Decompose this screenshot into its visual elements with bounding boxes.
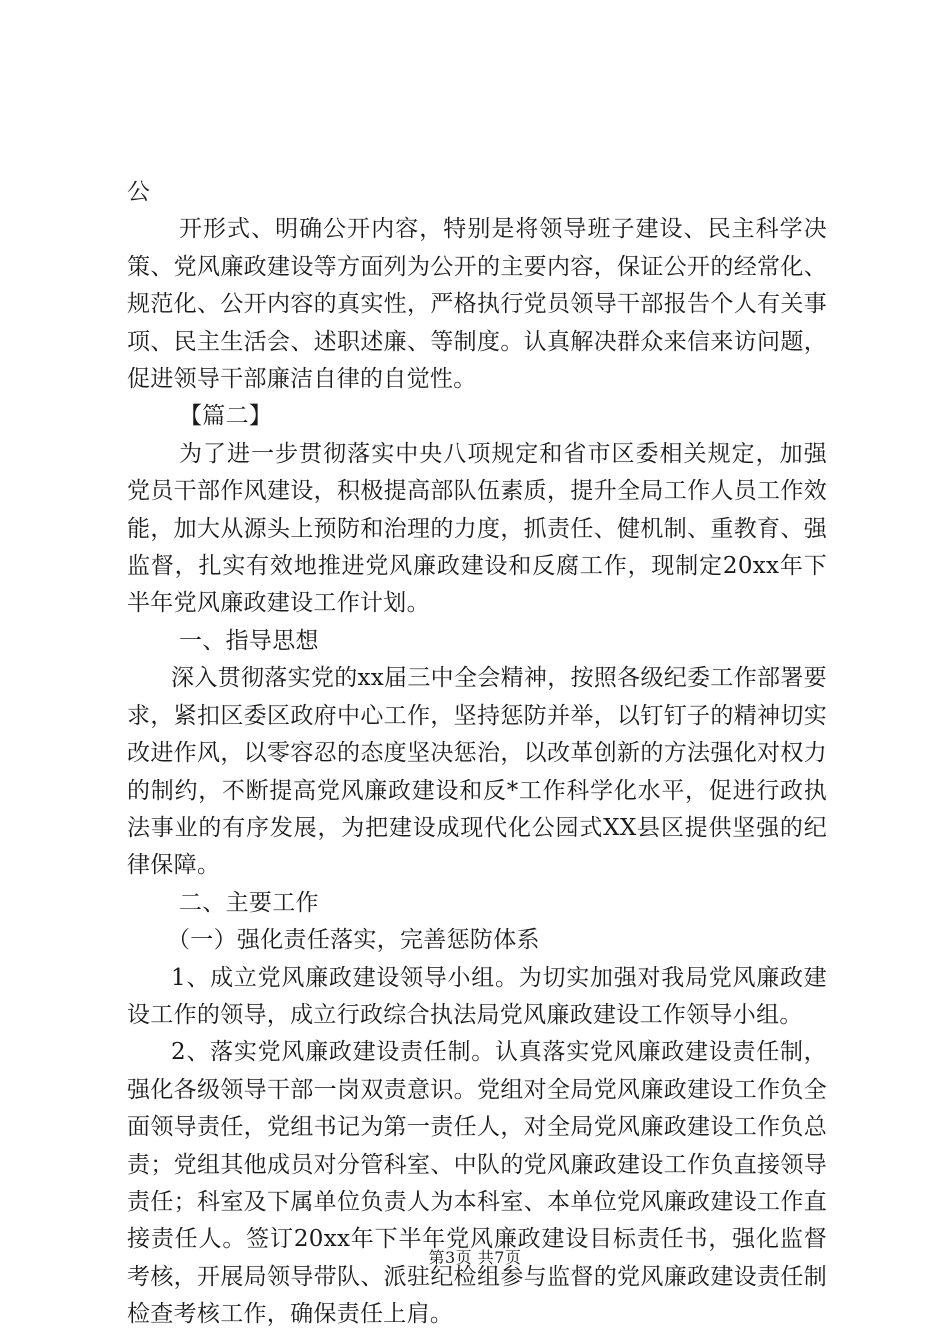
paragraph-lead-char: 公: [127, 179, 151, 205]
page-number-footer: 第3页 共7页: [428, 1248, 522, 1267]
paragraph-guiding-ideology: 深入贯彻落实党的xx届三中全会精神，按照各级纪委工作部署要求，紧扣区委区政府中心工作，坚持惩防并举，以钉钉子的精神切实改进作风，以零容忍的态度坚决惩治，以改革创新的方法强化对权力的制约，不断提高党风廉政建设和反*工作科学化水平，促进行政执法事业的有序发展，为把建设成现代化公园式XX县区提供坚强的纪律保障。: [127, 665, 827, 879]
paragraph-intro: 为了进一步贯彻落实中央八项规定和省市区委相关规定，加强党员干部作风建设，积极提高部队伍素质，提升全局工作人员工作效能，加大从源头上预防和治理的力度，抓责任、健机制、重教育、强监督，扎实有效地推进党风廉政建设和反腐工作，现制定20xx年下半年党风廉政建设工作计划。: [127, 440, 827, 617]
paragraph-item-1: 1、成立党风廉政建设领导小组。为切实加强对我局党风廉政建设工作的领导，成立行政综合执法局党风廉政建设工作领导小组。: [127, 964, 827, 1028]
section-heading-part-two: 【篇二】: [179, 403, 273, 430]
paragraph-item-2: 2、落实党风廉政建设责任制。认真落实党风廉政建设责任制，强化各级领导干部一岗双责意识。党组对全局党风廉政建设工作负全面领导责任，党组书记为第一责任人，对全局党风廉政建设工作负总责；党组其他成员对分管科室、中队的党风廉政建设工作负直接领导责任；科室及下属单位负责人为本科室、本单位党风廉政建设工作直接责任人。签订20xx年下半年党风廉政建设目标责任书，强化监督考核，开展局领导带队、派驻纪检组参与监督的党风廉政建设责任制检查考核工作，确保责任上肩。: [127, 1039, 827, 1328]
subheading-responsibility: （一）强化责任落实，完善惩防体系: [167, 927, 540, 954]
heading-guiding-ideology: 一、指导思想: [179, 627, 319, 654]
heading-main-work: 二、主要工作: [179, 889, 319, 916]
document-body: [127, 174, 827, 1334]
paragraph-disclosure: 开形式、明确公开内容，特别是将领导班子建设、民主科学决策、党风廉政建设等方面列为公开的主要内容，保证公开的经常化、规范化、公开内容的真实性，严格执行党员领导干部报告个人有关事项、民主生活会、述职述廉、等制度。认真解决群众来信来访问题，促进领导干部廉洁自律的自觉性。: [127, 216, 827, 393]
